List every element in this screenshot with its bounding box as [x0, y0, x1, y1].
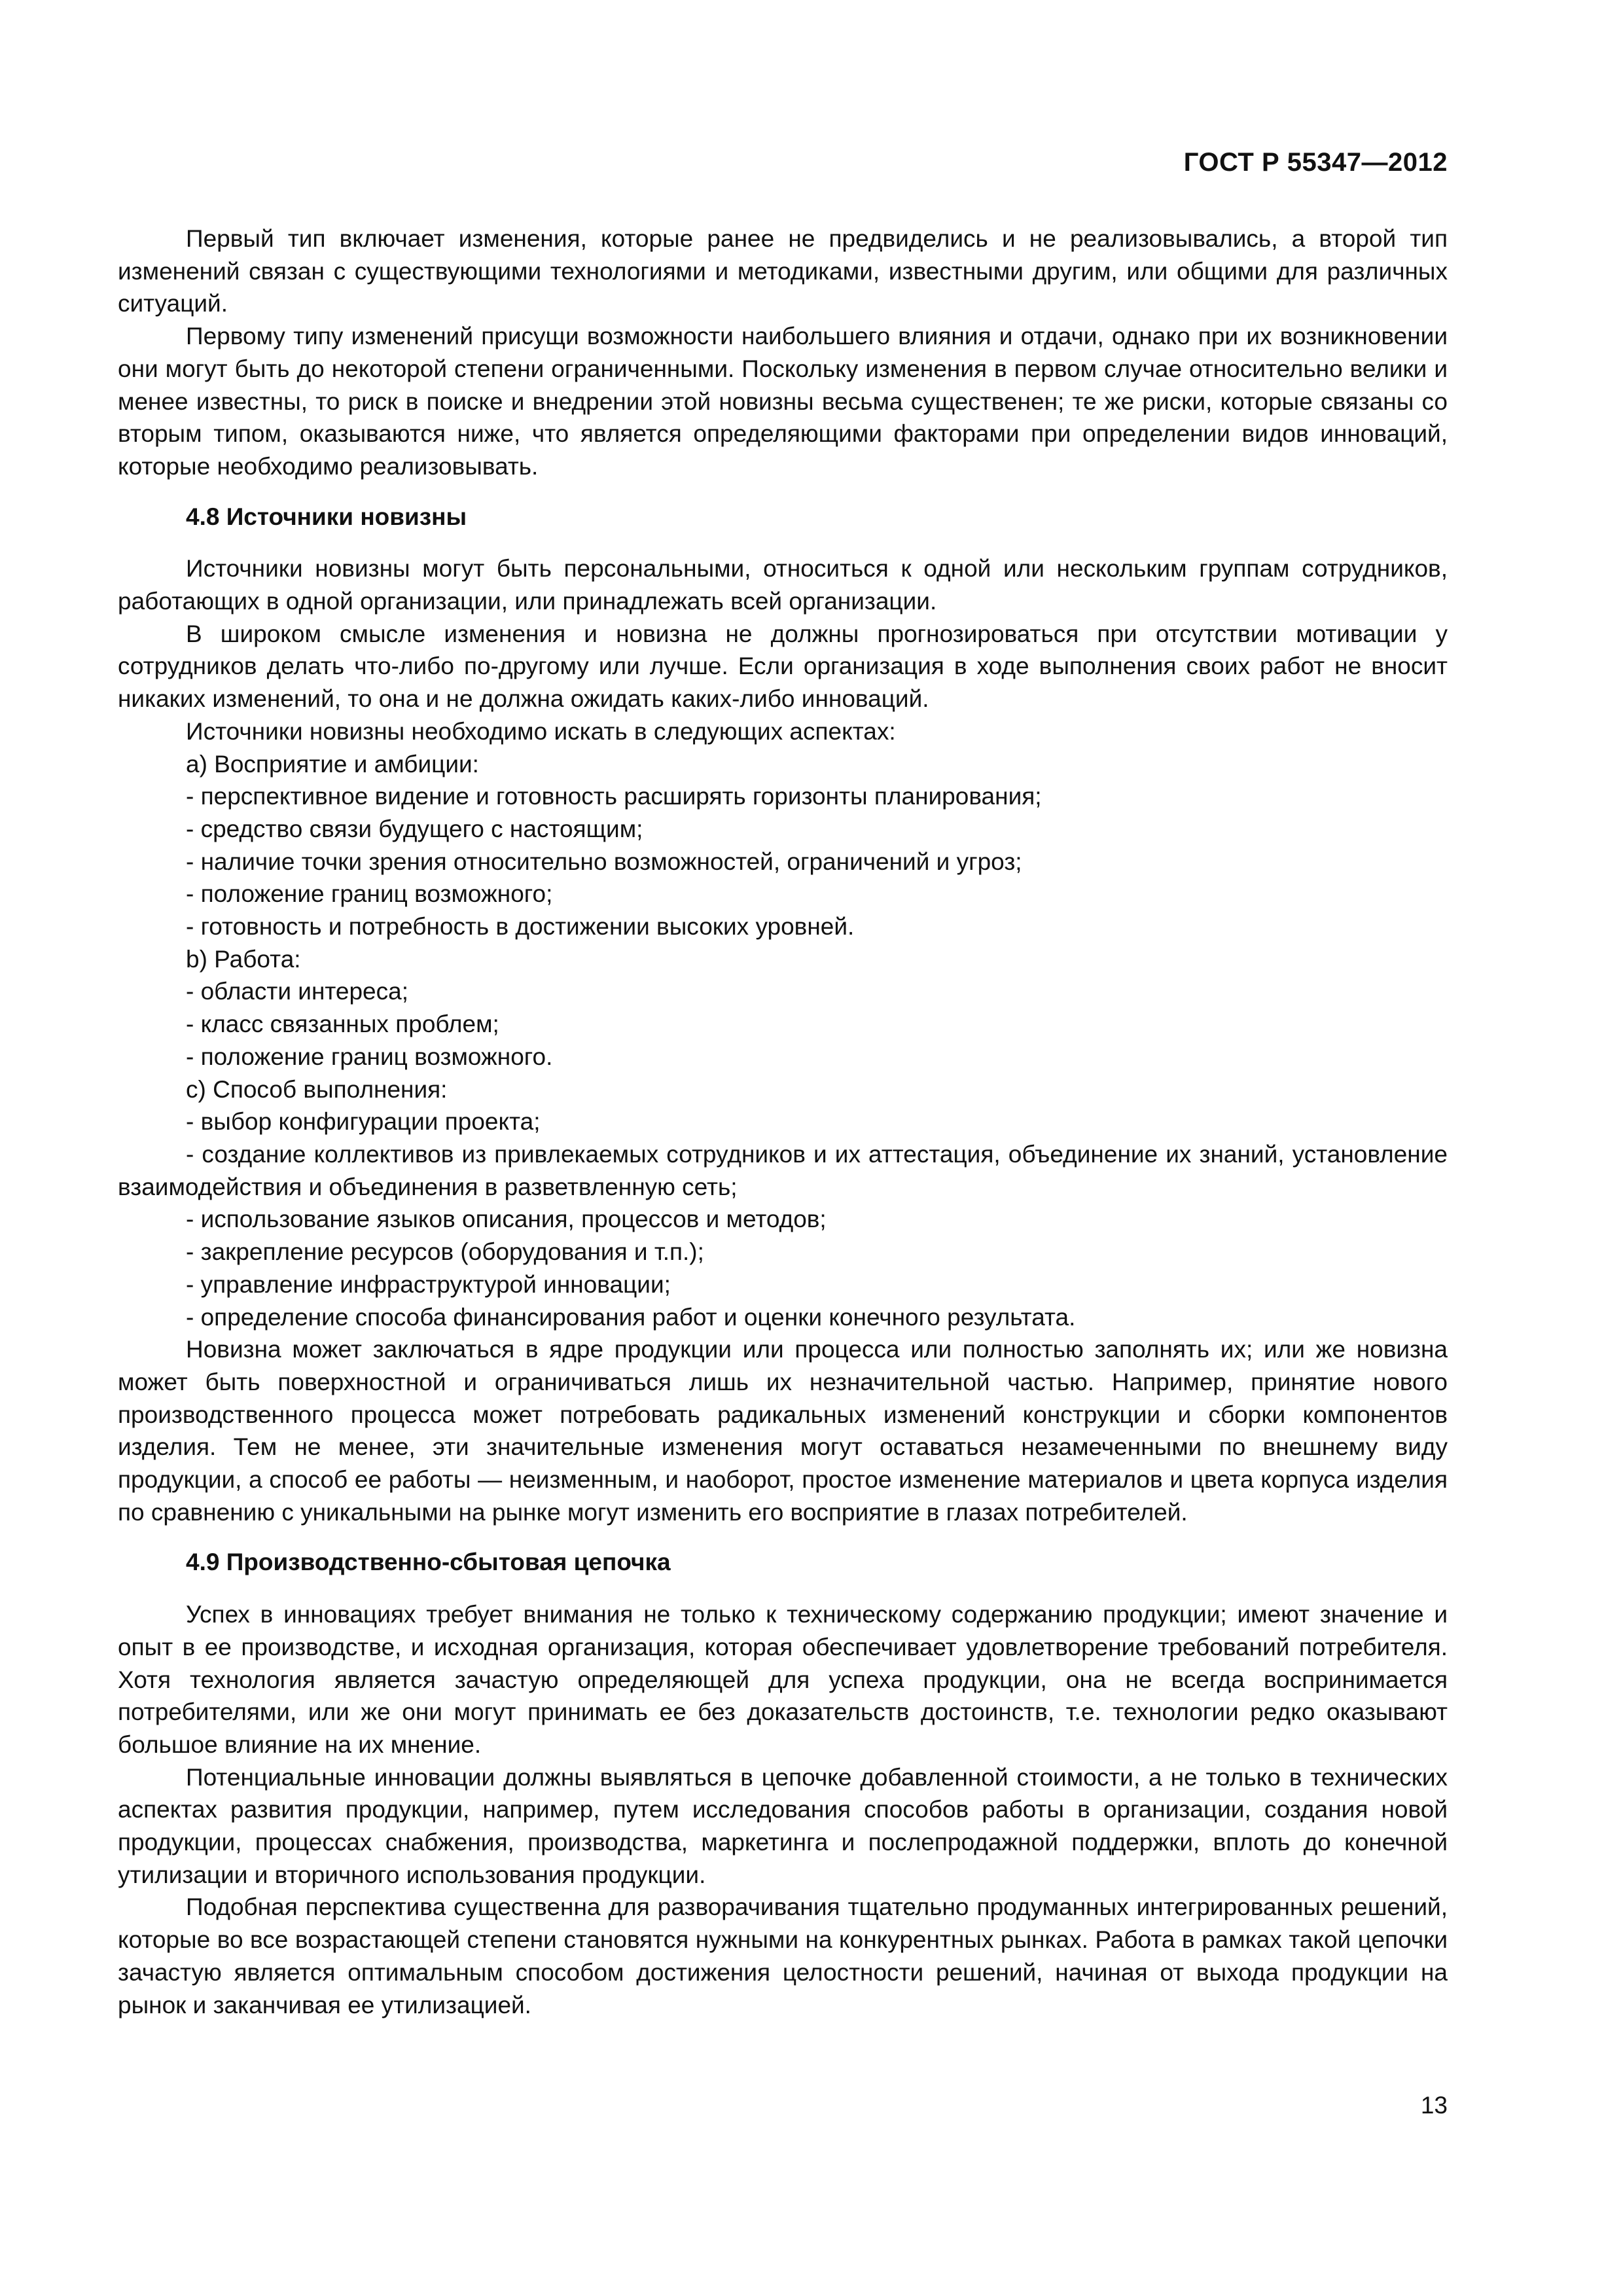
- list-item: - создание коллективов из привлекаемых сотрудников и их аттестация, объединение их знаний, установление взаимодействия и объединения в разветвленную сеть;: [118, 1140, 1448, 1200]
- list-item: - управление инфраструктурой инновации;: [186, 1270, 671, 1298]
- list-item: - закрепление ресурсов (оборудования и т.п.);: [186, 1238, 704, 1266]
- section-heading-4-9: 4.9 Производственно-сбытовая цепочка: [186, 1549, 671, 1576]
- list-item: а) Восприятие и амбиции:: [186, 750, 479, 778]
- paragraph: Источники новизны могут быть персональными, относиться к одной или нескольким группам сотрудников, работающих в одной организации, или принадлежать всей организации.: [118, 555, 1448, 615]
- list-item: - средство связи будущего с настоящим;: [186, 815, 643, 842]
- list-item: - наличие точки зрения относительно возможностей, ограничений и угроз;: [186, 848, 1022, 875]
- list-item: - использование языков описания, процессов и методов;: [186, 1206, 827, 1233]
- list-item: - перспективное видение и готовность расширять горизонты планирования;: [186, 783, 1042, 810]
- document-body: [118, 223, 1448, 2021]
- document-code: ГОСТ Р 55347—2012: [1183, 148, 1448, 177]
- page-number: 13: [1420, 2092, 1448, 2119]
- paragraph: В широком смысле изменения и новизна не должны прогнозироваться при отсутствии мотивации у сотрудников делать что-либо по-другому или лучше. Если организация в ходе выполнения своих работ не вносит никаких изменений, то она и не должна ожидать каких-либо инноваций.: [118, 620, 1448, 713]
- list-item: - области интереса;: [186, 978, 408, 1005]
- paragraph: Новизна может заключаться в ядре продукции или процесса или полностью заполнять их; или же новизна может быть поверхностной и ограничиваться лишь их незначительной частью. Например, принятие нового производственного процесса может потребовать радикальных изменений конструкции и сборки компонентов изделия. Тем не менее, эти значительные изменения могут оставаться незамеченными по внешнему виду продукции, а способ ее работы — неизменным, и наоборот, простое изменение материалов и цвета корпуса изделия по сравнению с уникальными на рынке могут изменить его восприятие в глазах потребителей.: [118, 1336, 1448, 1526]
- paragraph: Успех в инновациях требует внимания не только к техническому содержанию продукции; имеют значение и опыт в ее производстве, и исходная организация, которая обеспечивает удовлетворение требований потребителя. Хотя технология является зачастую определяющей для успеха продукции, она не всегда воспринимается потребителями, или же они могут принимать ее без доказательств достоинств, т.е. технологии редко оказывают большое влияние на их мнение.: [118, 1601, 1448, 1758]
- paragraph: Первый тип включает изменения, которые ранее не предвиделись и не реализовывались, а второй тип изменений связан с существующими технологиями и методиками, известными другим, или общими для различных ситуаций.: [118, 225, 1448, 317]
- list-item: b) Работа:: [186, 945, 301, 973]
- list-item: - класс связанных проблем;: [186, 1011, 499, 1038]
- paragraph: Первому типу изменений присущи возможности наибольшего влияния и отдачи, однако при их возникновении они могут быть до некоторой степени ограниченными. Поскольку изменения в первом случае относительно велики и менее известны, то риск в поиске и внедрении этой новизны весьма существенен; те же риски, которые связаны со вторым типом, оказываются ниже, что является определяющими факторами при определении видов инноваций, которые необходимо реализовывать.: [118, 323, 1448, 480]
- list-item: с) Способ выполнения:: [186, 1075, 448, 1103]
- paragraph: Подобная перспектива существенна для разворачивания тщательно продуманных интегрированных решений, которые во все возрастающей степени становятся нужными на конкурентных рынках. Работа в рамках такой цепочки зачастую является оптимальным способом достижения целостности решений, начиная от выхода продукции на рынок и заканчивая ее утилизацией.: [118, 1893, 1448, 2018]
- list-item: - положение границ возможного;: [186, 880, 553, 908]
- list-item: - готовность и потребность в достижении высоких уровней.: [186, 913, 855, 941]
- paragraph: Источники новизны необходимо искать в следующих аспектах:: [186, 717, 896, 745]
- section-heading-4-8: 4.8 Источники новизны: [186, 503, 467, 530]
- list-item: - определение способа финансирования работ и оценки конечного результата.: [186, 1303, 1076, 1331]
- list-item: - выбор конфигурации проекта;: [186, 1108, 541, 1136]
- list-item: - положение границ возможного.: [186, 1043, 553, 1070]
- paragraph: Потенциальные инновации должны выявляться в цепочке добавленной стоимости, а не только в технических аспектах развития продукции, например, путем исследования способов работы в организации, создания новой продукции, процессах снабжения, производства, маркетинга и послепродажной поддержки, вплоть до конечной утилизации и вторичного использования продукции.: [118, 1763, 1448, 1888]
